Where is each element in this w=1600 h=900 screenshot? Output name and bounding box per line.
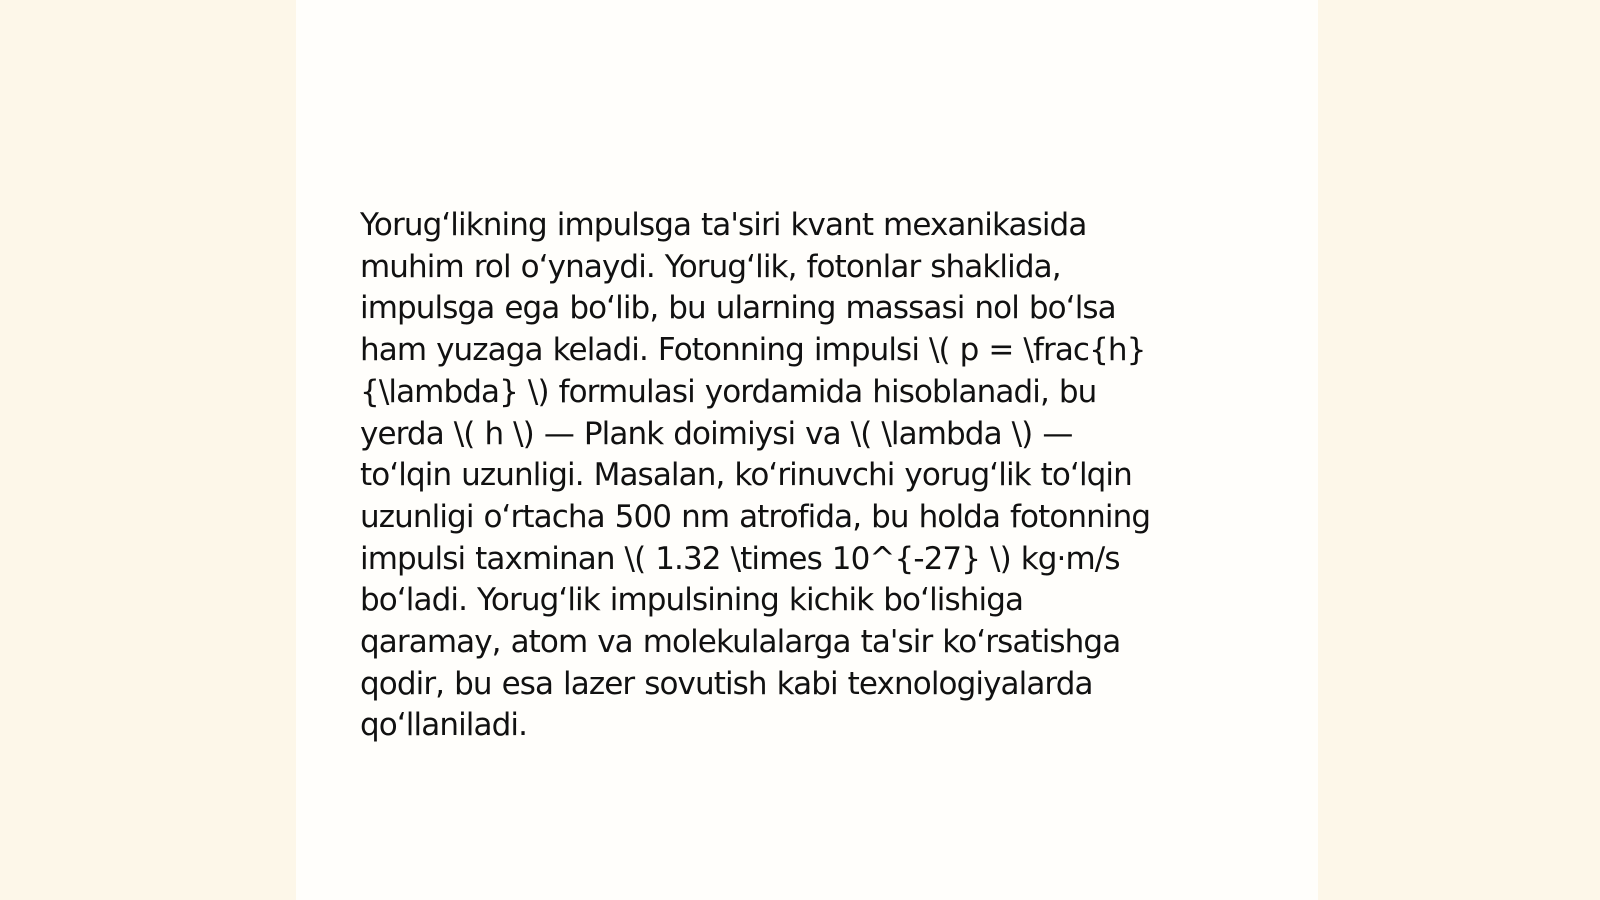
text-line: Yorug‘likning impulsga ta'siri kvant mexanikasida — [360, 207, 1087, 243]
text-line: qodir, bu esa lazer sovutish kabi texnologiyalarda — [360, 665, 1093, 702]
text-line: qaramay, atom va molekulalarga ta'sir ko‘rsatishga — [360, 624, 1121, 661]
text-line: ham yuzaga keladi. Fotonning impulsi \( p = \frac{h} — [360, 332, 1146, 369]
text-line: bo‘ladi. Yorug‘lik impulsining kichik bo‘lishiga — [360, 582, 1024, 619]
document-page — [296, 0, 1318, 900]
text-line: impulsga ega bo‘lib, bu ularning massasi nol bo‘lsa — [360, 290, 1116, 327]
text-line: to‘lqin uzunligi. Masalan, ko‘rinuvchi yorug‘lik to‘lqin — [360, 457, 1132, 494]
text-line: muhim rol o‘ynaydi. Yorug‘lik, fotonlar shaklida, — [360, 248, 1061, 285]
text-line: uzunligi o‘rtacha 500 nm atrofida, bu holda fotonning — [360, 498, 1151, 535]
text-line: qo‘llaniladi. — [360, 707, 528, 744]
text-line: {\lambda} \) formulasi yordamida hisoblanadi, bu — [360, 373, 1097, 410]
text-line: impulsi taxminan \( 1.32 \times 10^{-27} \) kg·m/s — [360, 540, 1120, 577]
text-line: yerda \( h \) — Plank doimiysi va \( \lambda \) — — [360, 415, 1073, 452]
body-paragraph — [360, 205, 1240, 747]
